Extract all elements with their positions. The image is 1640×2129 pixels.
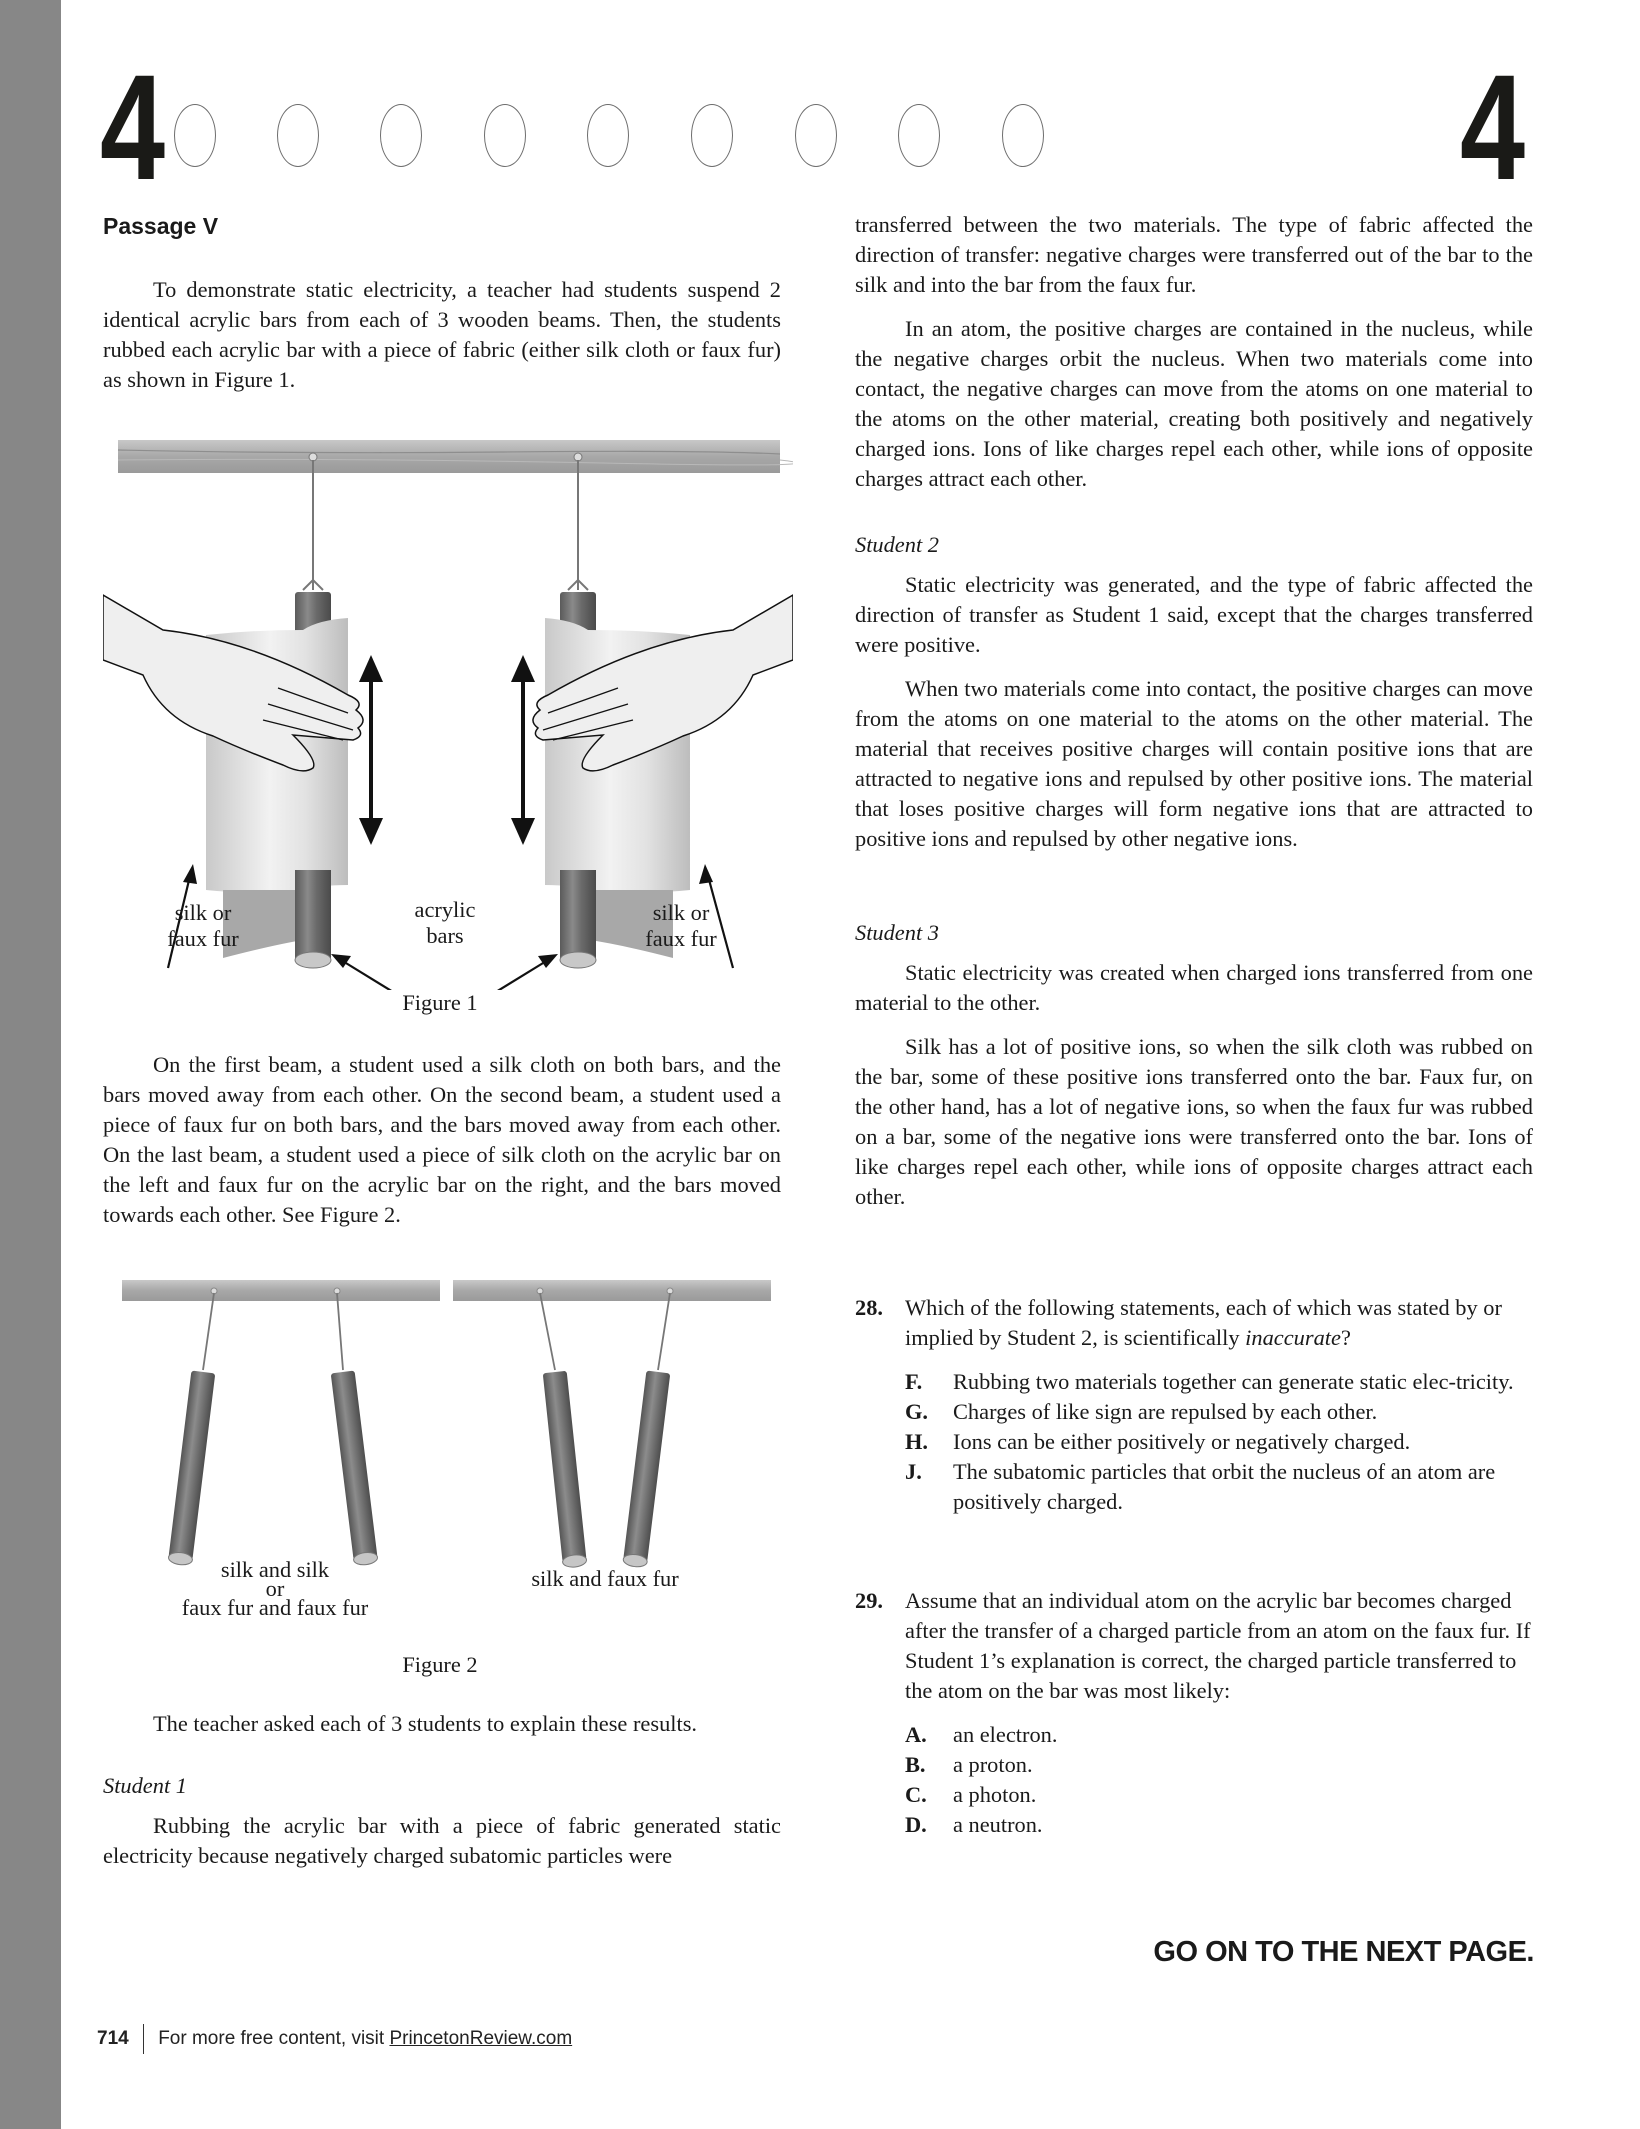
header-circle-icon	[587, 104, 629, 167]
passage-title: Passage V	[103, 213, 219, 239]
label-line: or	[265, 1576, 285, 1601]
answer-option-d[interactable]	[905, 1810, 1535, 1840]
student-3-block	[855, 918, 1533, 1212]
header-circle-icon	[277, 104, 319, 167]
label-line: silk or	[652, 900, 710, 925]
student-1-paragraph-2: In an atom, the positive charges are contained in the nucleus, while the negative charges orbit the nucleus. When two materials come into contact, the negative charges can move from the atoms on one material to the atoms on the other material, creating both positively and negatively charged ions. Ions of like charges repel each other, while ions of opposite charges attract each other.	[855, 316, 1533, 491]
figure-1-caption: Figure 1	[402, 990, 478, 1015]
option-text: a photon.	[953, 1782, 1037, 1807]
answer-option-f[interactable]	[905, 1367, 1535, 1397]
question-number: 29.	[855, 1588, 883, 1613]
answer-option-a[interactable]	[905, 1720, 1535, 1750]
option-text: a proton.	[953, 1752, 1033, 1777]
stem-emphasis: inaccurate	[1245, 1325, 1341, 1350]
header-circle-icon	[174, 104, 216, 167]
intro-paragraph-block	[103, 275, 781, 395]
student-2-paragraph-1: Static electricity was generated, and the type of fabric affected the direction of transfer as Student 1 said, except that the charges transferred were positive.	[855, 572, 1533, 657]
section-number-left: 4	[100, 43, 164, 211]
option-letter: A.	[905, 1722, 927, 1747]
student-3-paragraph-1: Static electricity was created when charged ions transferred from one material to the other.	[855, 960, 1533, 1015]
option-letter: B.	[905, 1752, 926, 1777]
figure-2-label-right: silk and faux fur	[531, 1566, 679, 1591]
student-2-heading: Student 2	[855, 532, 939, 557]
option-text: Charges of like sign are repulsed by each other.	[953, 1399, 1378, 1424]
label-line: faux fur and faux fur	[181, 1595, 369, 1620]
page-footer	[97, 2024, 572, 2054]
figure-2-caption: Figure 2	[402, 1652, 478, 1677]
option-letter: H.	[905, 1429, 929, 1454]
figure-1-label-right	[626, 900, 736, 952]
go-on-next-page-notice: GO ON TO THE NEXT PAGE.	[1153, 1936, 1534, 1968]
student-1-continued	[855, 210, 1533, 494]
header-circle-icon	[795, 104, 837, 167]
figure-2-label-left	[160, 1557, 390, 1620]
option-text: The subatomic particles that orbit the nucleus of an atom are positively charged.	[953, 1459, 1496, 1514]
option-text: Ions can be either positively or negatively charged.	[953, 1429, 1411, 1454]
label-line: silk and silk	[220, 1557, 330, 1582]
header-circle-icon	[691, 104, 733, 167]
footer-text: For more free content, visit	[158, 2028, 385, 2049]
teacher-prompt: The teacher asked each of 3 students to explain these results.	[153, 1711, 698, 1736]
student-3-paragraph-2: Silk has a lot of positive ions, so when the silk cloth was rubbed on the bar, some of these positive ions transferred onto the bar. Faux fur, on the other hand, has a lot of negative ions, so when the faux fur was rubbed on a bar, some of the negative ions were transferred onto the bar. Ions of like charges repel each other, while ions of opposite charges attract each other.	[855, 1034, 1533, 1209]
footer-divider	[143, 2024, 145, 2054]
question-29	[855, 1586, 1535, 1840]
option-text: a neutron.	[953, 1812, 1043, 1837]
header-circle-icon	[1002, 104, 1044, 167]
figure-1-label-left	[148, 900, 258, 952]
figure-1-label-center	[390, 897, 500, 949]
results-paragraph-block	[103, 1050, 781, 1230]
answer-option-j[interactable]	[905, 1457, 1535, 1517]
header-circle-icon	[898, 104, 940, 167]
question-number: 28.	[855, 1295, 883, 1320]
student-2-paragraph-2: When two materials come into contact, the positive charges can move from the atoms on one material to the atoms on the other material. The material that receives positive charges will contain positive ions that are attracted to negative ions and repulsed by other positive ions. The material that loses positive charges will form negative ions that are attracted to positive ions and repulsed by other negative ions.	[855, 676, 1533, 851]
student-1-heading: Student 1	[103, 1773, 187, 1798]
option-letter: D.	[905, 1812, 927, 1837]
label-line: bars	[426, 923, 464, 948]
option-text: an electron.	[953, 1722, 1058, 1747]
answer-option-h[interactable]	[905, 1427, 1535, 1457]
stem-text: ?	[1340, 1325, 1351, 1350]
option-letter: F.	[905, 1369, 923, 1394]
princeton-review-link[interactable]: PrincetonReview.com	[389, 2028, 573, 2049]
label-line: faux fur	[645, 926, 717, 951]
intro-paragraph: To demonstrate static electricity, a teacher had students suspend 2 identical acrylic bars from each of 3 wooden beams. Then, the students rubbed each acrylic bar with a piece of fabric (either silk cloth or faux fur) as shown in Figure 1.	[103, 277, 781, 392]
student-3-heading: Student 3	[855, 920, 939, 945]
answer-option-b[interactable]	[905, 1750, 1535, 1780]
figure-2-illustration	[103, 1260, 793, 1610]
answer-option-c[interactable]	[905, 1780, 1535, 1810]
student-1-block	[103, 1771, 781, 1871]
option-text: Rubbing two materials together can generate static elec-tricity.	[953, 1369, 1514, 1394]
stem-text: Which of the following statements, each of which was stated by or implied by Student 2, is scientifically	[905, 1295, 1502, 1350]
student-2-block	[855, 530, 1533, 854]
header-circle-icon	[380, 104, 422, 167]
option-letter: C.	[905, 1782, 927, 1807]
option-letter: G.	[905, 1399, 929, 1424]
page-number: 714	[97, 2028, 129, 2049]
section-number-right: 4	[1460, 43, 1524, 211]
question-stem	[905, 1293, 1535, 1353]
teacher-prompt-block	[103, 1709, 781, 1739]
option-letter: J.	[905, 1459, 922, 1484]
label-line: silk or	[174, 900, 232, 925]
question-stem: Assume that an individual atom on the acrylic bar becomes charged after the transfer of a charged particle from an atom on the faux fur. If Student 1’s explanation is correct, the charged particle transferred to the atom on the bar was most likely:	[905, 1588, 1531, 1703]
header-circle-icon	[484, 104, 526, 167]
question-28	[855, 1293, 1535, 1517]
student-1-paragraph-1-end: transferred between the two materials. The type of fabric affected the direction of transfer: negative charges were transferred out of the bar to the silk and into the bar from the faux fur.	[855, 212, 1533, 297]
label-line: faux fur	[167, 926, 239, 951]
page-edge-bar	[0, 0, 61, 2129]
label-line: acrylic	[414, 897, 476, 922]
results-paragraph: On the first beam, a student used a silk cloth on both bars, and the bars moved away from each other. On the second beam, a student used a piece of faux fur on both bars, and the bars moved away from each other. On the last beam, a student used a piece of silk cloth on the acrylic bar on the left and faux fur on the acrylic bar on the right, and the bars moved towards each other. See Figure 2.	[103, 1052, 781, 1227]
student-1-paragraph-1-start: Rubbing the acrylic bar with a piece of fabric generated static electricity because negatively charged subatomic particles were	[103, 1813, 781, 1868]
answer-option-g[interactable]	[905, 1397, 1535, 1427]
figure-2	[103, 1260, 793, 1610]
